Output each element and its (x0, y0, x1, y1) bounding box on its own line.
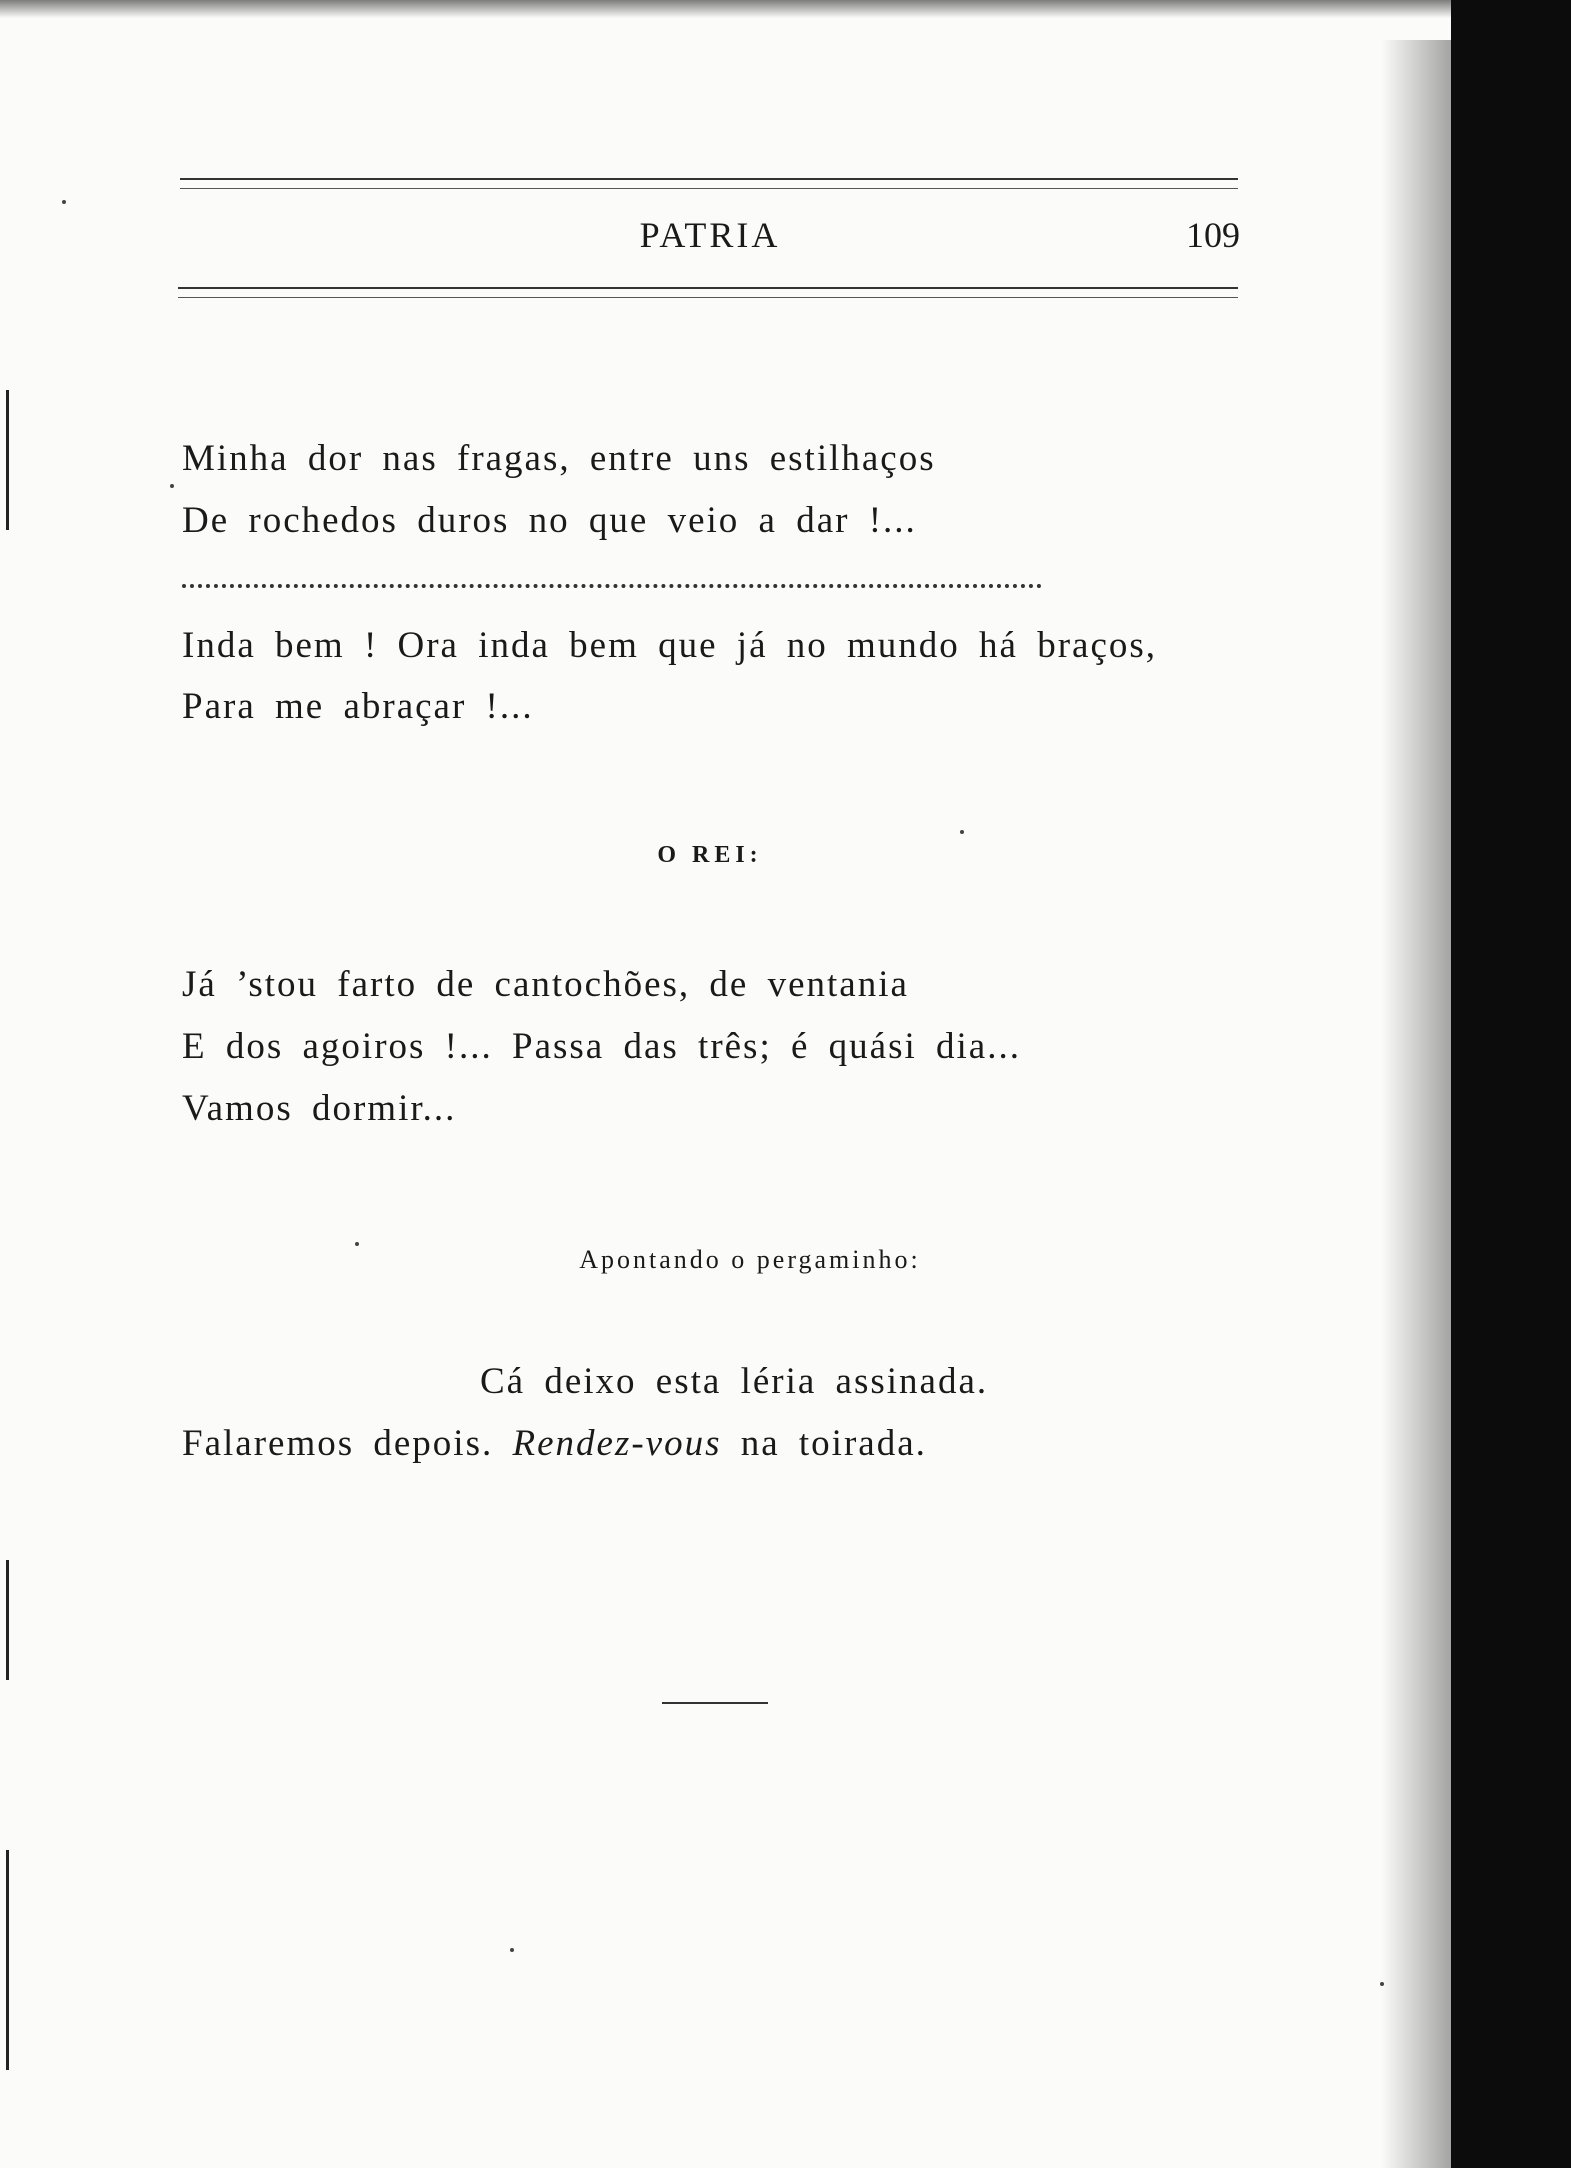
verse-text: na toirada. (721, 1423, 927, 1464)
verse-line: Cá deixo esta léria assinada. (480, 1361, 989, 1402)
header-rule-bottom (178, 287, 1238, 298)
italic-phrase: Rendez-vous (512, 1423, 722, 1464)
ink-speck (960, 830, 964, 834)
scan-mark-left (6, 1560, 9, 1680)
speaker-name: O REI: (657, 842, 763, 868)
running-title: PATRIA (639, 215, 781, 255)
scan-shadow-top (0, 0, 1571, 18)
scan-border-right (1451, 0, 1571, 2168)
header-rule-top (180, 178, 1238, 189)
end-rule (662, 1702, 768, 1704)
verse-text: Falaremos depois. (182, 1423, 513, 1464)
verse-line: Inda bem ! Ora inda bem que já no mundo há braços, (182, 625, 1158, 666)
scan-mark-left (6, 390, 9, 530)
ellipsis-rule (182, 584, 1042, 588)
ink-speck (510, 1948, 514, 1952)
page-number: 109 (1186, 215, 1240, 255)
scan-mark-left (6, 1850, 9, 2070)
verse-line: De rochedos duros no que veio a dar !... (182, 500, 917, 541)
scan-shadow-right (1381, 40, 1451, 2168)
verse-line: Vamos dormir... (182, 1088, 457, 1129)
ink-speck (62, 200, 66, 204)
ink-speck (1380, 1982, 1384, 1986)
verse-line: Já ’stou farto de cantochões, de ventania (182, 964, 909, 1005)
ink-speck (355, 1242, 359, 1246)
verse-line: Para me abraçar !... (182, 686, 534, 727)
verse-line (182, 1422, 927, 1465)
verse-line: Minha dor nas fragas, entre uns estilhaços (182, 438, 936, 479)
verse-line: E dos agoiros !... Passa das três; é quási dia... (182, 1026, 1021, 1067)
ink-speck (170, 484, 174, 488)
stage-direction: Apontando o pergaminho: (579, 1245, 921, 1274)
